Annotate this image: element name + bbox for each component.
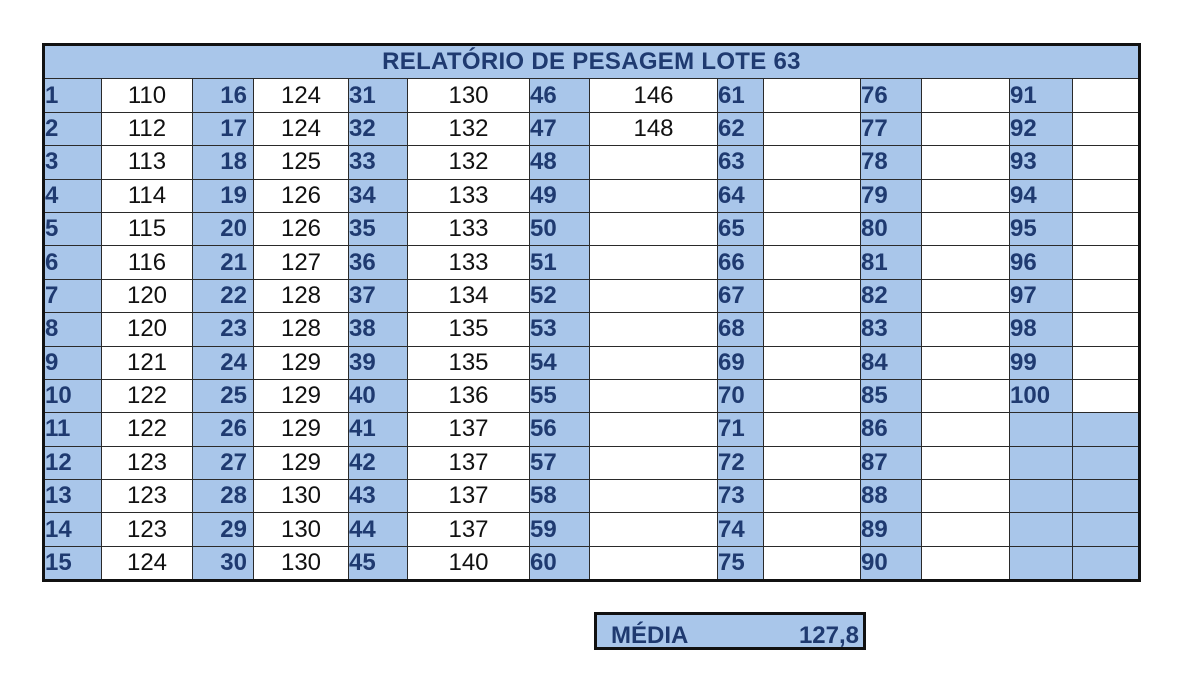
sequence-number-cell: 21 [193,246,254,279]
sequence-number-cell: 29 [193,513,254,546]
weight-cell [764,313,861,346]
sequence-number-cell: 31 [349,79,408,112]
weight-cell: 124 [254,79,349,112]
weight-cell [590,146,718,179]
sequence-number-cell: 100 [1010,379,1073,412]
weight-cell: 120 [102,313,193,346]
weight-cell: 124 [102,546,193,580]
sequence-number-cell: 68 [718,313,764,346]
weight-cell [590,379,718,412]
weight-cell: 136 [408,379,530,412]
weight-cell: 113 [102,146,193,179]
weight-cell: 126 [254,179,349,212]
table-row [44,379,1140,412]
sequence-number-cell: 70 [718,379,764,412]
weight-cell [764,212,861,245]
sequence-number-cell: 14 [44,513,102,546]
sequence-number-cell: 3 [44,146,102,179]
sequence-number-cell: 56 [530,413,590,446]
weight-cell: 132 [408,146,530,179]
sequence-number-cell: 2 [44,112,102,145]
sequence-number-cell: 25 [193,379,254,412]
sequence-number-cell: 51 [530,246,590,279]
weight-cell [764,79,861,112]
weight-cell: 128 [254,313,349,346]
sequence-number-cell: 98 [1010,313,1073,346]
weight-cell [764,513,861,546]
sequence-number-cell: 89 [861,513,922,546]
weight-cell: 134 [408,279,530,312]
sequence-number-cell: 60 [530,546,590,580]
sequence-number-cell: 82 [861,279,922,312]
weight-cell [764,179,861,212]
weight-cell: 137 [408,446,530,479]
weight-cell [590,513,718,546]
weight-cell: 146 [590,79,718,112]
sequence-number-cell: 62 [718,112,764,145]
sequence-number-cell: 17 [193,112,254,145]
sequence-number-cell: 6 [44,246,102,279]
weight-cell [922,446,1010,479]
table-row [44,313,1140,346]
weight-cell [922,546,1010,580]
sequence-number-cell: 67 [718,279,764,312]
sequence-number-cell: 65 [718,212,764,245]
weight-cell [1073,146,1140,179]
table-row [44,112,1140,145]
sequence-number-cell: 47 [530,112,590,145]
table-row [44,413,1140,446]
sequence-number-cell [1010,546,1073,580]
weight-cell [764,346,861,379]
sequence-number-cell: 26 [193,413,254,446]
weight-cell [764,279,861,312]
sequence-number-cell: 11 [44,413,102,446]
sequence-number-cell: 16 [193,79,254,112]
weight-cell: 140 [408,546,530,580]
weight-cell: 133 [408,179,530,212]
weight-cell: 116 [102,246,193,279]
weight-cell: 130 [254,546,349,580]
sequence-number-cell: 90 [861,546,922,580]
average-label: MÉDIA [611,622,689,649]
sequence-number-cell: 8 [44,313,102,346]
weighing-report-sheet [42,43,1141,582]
weight-cell: 137 [408,513,530,546]
sequence-number-cell: 81 [861,246,922,279]
table-row [44,546,1140,580]
sequence-number-cell: 45 [349,546,408,580]
weight-cell [1073,79,1140,112]
weight-cell: 123 [102,513,193,546]
sequence-number-cell: 93 [1010,146,1073,179]
table-row [44,212,1140,245]
table-row [44,513,1140,546]
weight-cell [764,112,861,145]
sequence-number-cell: 5 [44,212,102,245]
weight-cell: 130 [254,513,349,546]
sequence-number-cell: 34 [349,179,408,212]
table-row [44,179,1140,212]
weight-cell [1073,212,1140,245]
sequence-number-cell: 27 [193,446,254,479]
sequence-number-cell: 35 [349,212,408,245]
sequence-number-cell: 22 [193,279,254,312]
weight-cell: 133 [408,246,530,279]
sequence-number-cell: 43 [349,480,408,513]
sequence-number-cell [1010,513,1073,546]
sequence-number-cell: 46 [530,79,590,112]
sequence-number-cell: 92 [1010,112,1073,145]
weight-cell: 148 [590,112,718,145]
weight-cell [1073,446,1140,479]
sequence-number-cell: 10 [44,379,102,412]
sequence-number-cell: 63 [718,146,764,179]
weight-cell: 126 [254,212,349,245]
sequence-number-cell: 42 [349,446,408,479]
sequence-number-cell: 57 [530,446,590,479]
sequence-number-cell: 1 [44,79,102,112]
weight-cell: 129 [254,413,349,446]
sequence-number-cell: 13 [44,480,102,513]
weight-cell: 112 [102,112,193,145]
sequence-number-cell: 76 [861,79,922,112]
weight-cell [1073,480,1140,513]
sequence-number-cell: 52 [530,279,590,312]
sequence-number-cell: 49 [530,179,590,212]
weight-cell [764,146,861,179]
weight-cell: 130 [254,480,349,513]
weight-cell [922,313,1010,346]
sequence-number-cell: 84 [861,346,922,379]
sequence-number-cell: 87 [861,446,922,479]
sequence-number-cell: 41 [349,413,408,446]
weight-cell [1073,313,1140,346]
weight-cell [590,413,718,446]
sequence-number-cell: 95 [1010,212,1073,245]
sequence-number-cell: 19 [193,179,254,212]
table-row [44,346,1140,379]
weight-cell: 114 [102,179,193,212]
sequence-number-cell: 20 [193,212,254,245]
weight-cell [922,513,1010,546]
weight-cell: 122 [102,413,193,446]
weight-cell [764,379,861,412]
table-row [44,279,1140,312]
sequence-number-cell: 44 [349,513,408,546]
weight-cell: 122 [102,379,193,412]
weight-cell [1073,379,1140,412]
sequence-number-cell: 15 [44,546,102,580]
sequence-number-cell [1010,413,1073,446]
sequence-number-cell: 88 [861,480,922,513]
sequence-number-cell: 54 [530,346,590,379]
weight-cell [922,279,1010,312]
sequence-number-cell: 61 [718,79,764,112]
sequence-number-cell: 28 [193,480,254,513]
weight-cell [764,446,861,479]
sequence-number-cell: 24 [193,346,254,379]
weight-cell [590,179,718,212]
weight-cell [922,346,1010,379]
sequence-number-cell: 59 [530,513,590,546]
table-row [44,480,1140,513]
weight-cell [590,246,718,279]
sequence-number-cell: 48 [530,146,590,179]
weight-cell [590,446,718,479]
weight-cell: 137 [408,480,530,513]
sequence-number-cell: 83 [861,313,922,346]
weight-cell: 115 [102,212,193,245]
sequence-number-cell: 55 [530,379,590,412]
report-title: RELATÓRIO DE PESAGEM LOTE 63 [44,45,1140,79]
weight-cell [1073,179,1140,212]
sequence-number-cell: 7 [44,279,102,312]
sequence-number-cell: 80 [861,212,922,245]
sequence-number-cell: 77 [861,112,922,145]
sequence-number-cell: 50 [530,212,590,245]
table-row [44,79,1140,112]
weight-cell [922,112,1010,145]
weight-cell [1073,346,1140,379]
weight-cell: 132 [408,112,530,145]
weight-cell [1073,279,1140,312]
sequence-number-cell: 30 [193,546,254,580]
sequence-number-cell: 78 [861,146,922,179]
sequence-number-cell: 40 [349,379,408,412]
weight-cell [922,480,1010,513]
sequence-number-cell: 39 [349,346,408,379]
weight-cell: 123 [102,480,193,513]
sequence-number-cell: 23 [193,313,254,346]
weight-cell [1073,246,1140,279]
weight-cell [590,313,718,346]
sequence-number-cell: 74 [718,513,764,546]
weight-cell [590,546,718,580]
weight-cell [764,413,861,446]
sequence-number-cell: 85 [861,379,922,412]
weight-cell [922,246,1010,279]
weight-cell: 123 [102,446,193,479]
weight-cell: 135 [408,346,530,379]
sequence-number-cell: 64 [718,179,764,212]
sequence-number-cell: 33 [349,146,408,179]
weight-cell [922,413,1010,446]
weight-cell [1073,513,1140,546]
table-row [44,246,1140,279]
sequence-number-cell: 94 [1010,179,1073,212]
weight-cell [590,212,718,245]
sequence-number-cell: 9 [44,346,102,379]
sequence-number-cell: 66 [718,246,764,279]
weighing-table [42,43,1141,582]
sequence-number-cell: 4 [44,179,102,212]
average-box [594,612,866,650]
weight-cell: 120 [102,279,193,312]
sequence-number-cell: 69 [718,346,764,379]
sequence-number-cell: 96 [1010,246,1073,279]
sequence-number-cell: 91 [1010,79,1073,112]
sequence-number-cell: 72 [718,446,764,479]
sequence-number-cell: 73 [718,480,764,513]
weight-cell [1073,413,1140,446]
weight-cell [590,346,718,379]
weight-cell [1073,546,1140,580]
weight-cell [590,279,718,312]
sequence-number-cell: 12 [44,446,102,479]
weight-cell: 133 [408,212,530,245]
sequence-number-cell: 32 [349,112,408,145]
weight-cell: 129 [254,379,349,412]
weight-cell [922,146,1010,179]
weight-cell: 121 [102,346,193,379]
weight-cell [922,179,1010,212]
weight-cell [922,379,1010,412]
weight-cell: 129 [254,346,349,379]
sequence-number-cell: 97 [1010,279,1073,312]
sequence-number-cell: 38 [349,313,408,346]
sequence-number-cell [1010,480,1073,513]
weight-cell: 125 [254,146,349,179]
sequence-number-cell: 18 [193,146,254,179]
table-row [44,446,1140,479]
weight-cell: 135 [408,313,530,346]
weight-cell: 137 [408,413,530,446]
sequence-number-cell: 99 [1010,346,1073,379]
average-value: 127,8 [798,622,859,649]
sequence-number-cell: 58 [530,480,590,513]
sequence-number-cell: 71 [718,413,764,446]
sequence-number-cell [1010,446,1073,479]
weight-cell: 124 [254,112,349,145]
sequence-number-cell: 75 [718,546,764,580]
weight-cell [922,212,1010,245]
weight-cell: 129 [254,446,349,479]
weight-cell [590,480,718,513]
sequence-number-cell: 53 [530,313,590,346]
sequence-number-cell: 79 [861,179,922,212]
sequence-number-cell: 36 [349,246,408,279]
weight-cell: 110 [102,79,193,112]
weight-cell [1073,112,1140,145]
weight-cell [764,546,861,580]
weight-cell [764,246,861,279]
weight-cell: 127 [254,246,349,279]
weight-cell: 128 [254,279,349,312]
weight-cell [922,79,1010,112]
sequence-number-cell: 86 [861,413,922,446]
weight-cell [764,480,861,513]
weight-cell: 130 [408,79,530,112]
table-row [44,146,1140,179]
sequence-number-cell: 37 [349,279,408,312]
